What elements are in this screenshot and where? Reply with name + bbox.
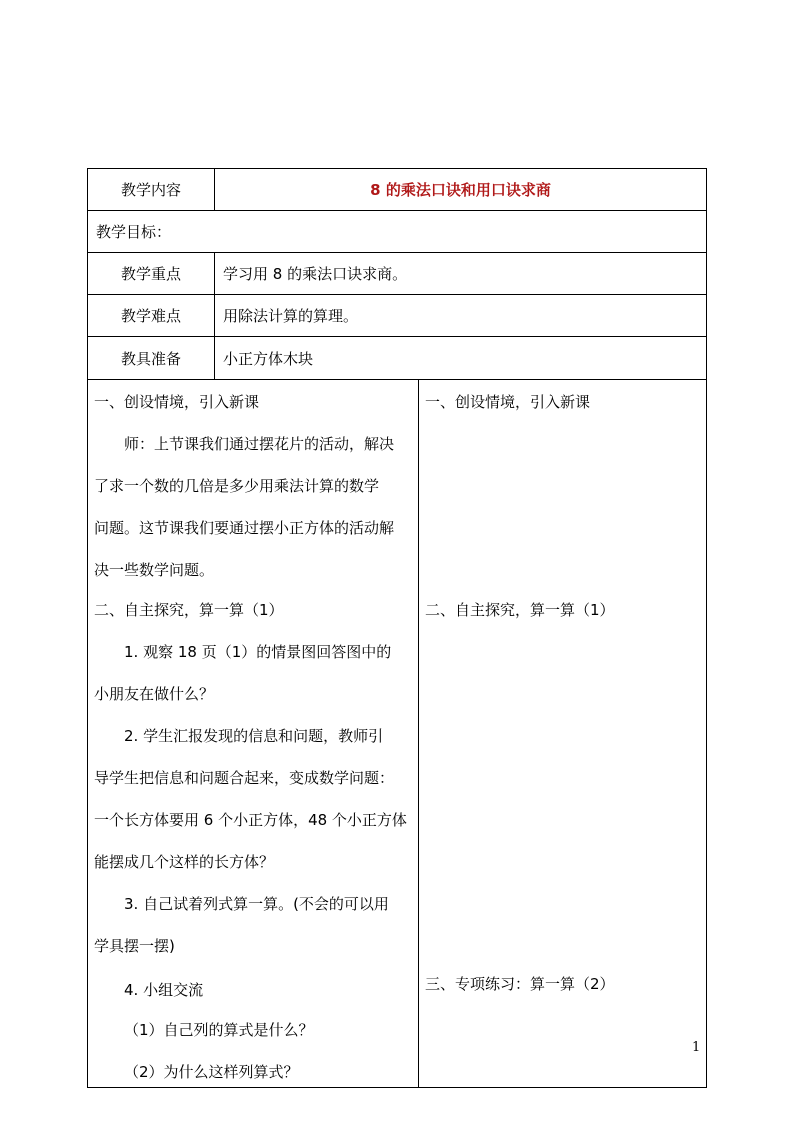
content-label: 教学内容	[88, 169, 215, 210]
paragraph-line: 3. 自己试着列式算一算。(不会的可以用	[124, 895, 389, 913]
paragraph-line: （2）为什么这样列算式？	[124, 1063, 299, 1081]
paragraph-line: 能摆成几个这样的长方体？	[94, 853, 275, 871]
paragraph-line: 1. 观察 18 页（1）的情景图回答图中的	[124, 643, 392, 661]
section-1-title: 一、创设情境，引入新课	[94, 393, 260, 411]
right-section-2: 二、自主探究，算一算（1）	[425, 601, 615, 619]
paragraph-line: 问题。这节课我们要通过摆小正方体的活动解	[94, 519, 395, 537]
lesson-title: 8 的乘法口诀和用口诀求商	[370, 181, 551, 199]
key-point-row	[88, 253, 706, 295]
difficulty-row	[88, 295, 706, 337]
objectives-row	[88, 211, 706, 253]
paragraph-line: 决一些数学问题。	[94, 561, 215, 579]
paragraph-line: 师：上节课我们通过摆花片的活动，解决	[124, 435, 395, 453]
content-row	[88, 169, 706, 211]
paragraph-line: 2. 学生汇报发现的信息和问题，教师引	[124, 727, 384, 745]
lesson-plan-table	[87, 168, 707, 1088]
lesson-body	[88, 380, 706, 1087]
right-section-1: 一、创设情境，引入新课	[425, 393, 591, 411]
paragraph-line: 了求一个数的几倍是多少用乘法计算的数学	[94, 477, 380, 495]
right-section-3: 三、专项练习：算一算（2）	[425, 975, 615, 993]
objectives-label: 教学目标：	[96, 223, 172, 241]
paragraph-line: 一个长方体要用 6 个小正方体，48 个小正方体	[94, 811, 407, 829]
tools-label: 教具准备	[88, 337, 215, 379]
paragraph-line: 小朋友在做什么？	[94, 685, 215, 703]
notes-column	[419, 380, 706, 1087]
tools-value: 小正方体木块	[223, 349, 314, 368]
section-2-title: 二、自主探究，算一算（1）	[94, 601, 284, 619]
paragraph-line: （1）自己列的算式是什么？	[124, 1021, 314, 1039]
paragraph-line: 4. 小组交流	[124, 981, 204, 999]
paragraph-line: 学具摆一摆)	[94, 937, 175, 955]
teaching-process-column	[88, 380, 419, 1087]
difficulty-value: 用除法计算的算理。	[223, 307, 359, 325]
paragraph-line: 导学生把信息和问题合起来，变成数学问题：	[94, 769, 395, 787]
key-point-value: 学习用 8 的乘法口诀求商。	[223, 265, 408, 283]
key-point-label: 教学重点	[88, 253, 215, 294]
page-number: 1	[692, 1040, 701, 1055]
difficulty-label: 教学难点	[88, 295, 215, 336]
tools-row	[88, 337, 706, 380]
